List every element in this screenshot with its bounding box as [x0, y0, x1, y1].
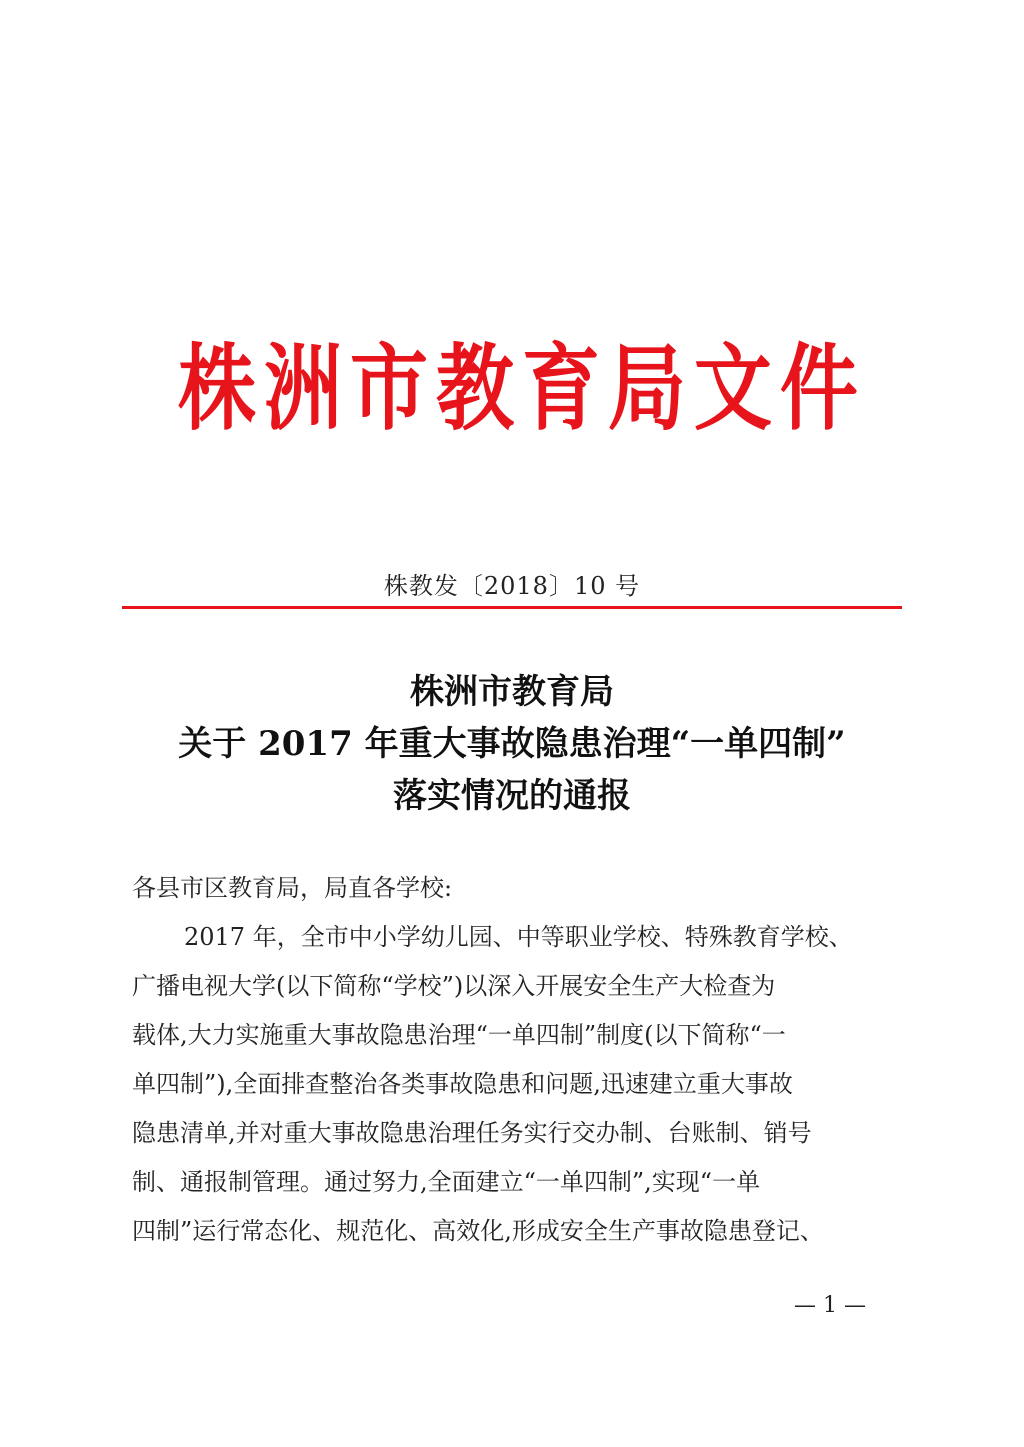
body-line: 隐患清单,并对重大事故隐患治理任务实行交办制、台账制、销号: [132, 1119, 812, 1147]
masthead-char: 育: [521, 336, 600, 444]
body-line: 单四制”),全面排查整治各类事故隐患和问题,迅速建立重大事故: [132, 1070, 793, 1098]
document-masthead: [178, 335, 858, 445]
body-line: 制、通报制管理。通过努力,全面建立“一单四制”,实现“一单: [132, 1168, 761, 1196]
masthead-char: 市: [349, 336, 428, 444]
salutation: 各县市区教育局，局直各学校:: [132, 874, 453, 902]
body-line: 四制”运行常态化、规范化、高效化,形成安全生产事故隐患登记、: [132, 1217, 824, 1245]
masthead-char: 局: [607, 336, 686, 444]
document-body: [132, 864, 892, 1256]
masthead-char: 文: [693, 336, 772, 444]
document-title: [0, 666, 1024, 822]
body-line: 载体,大力实施重大事故隐患治理“一单四制”制度(以下简称“一: [132, 1021, 786, 1049]
red-divider-line: [122, 606, 902, 609]
page-number: — 1 —: [794, 1293, 866, 1318]
title-line: 株洲市教育局: [410, 672, 614, 712]
title-line: 关于 2017 年重大事故隐患治理“一单四制”: [178, 724, 846, 764]
body-line: 2017 年，全市中小学幼儿园、中等职业学校、特殊教育学校、: [184, 923, 853, 951]
masthead-char: 洲: [263, 336, 342, 444]
document-number: 株教发〔2018〕10 号: [383, 572, 641, 600]
masthead-char: 株: [178, 336, 257, 444]
title-line: 落实情况的通报: [393, 776, 631, 816]
masthead-char: 件: [779, 336, 858, 444]
masthead-char: 教: [435, 336, 514, 444]
body-line: 广播电视大学(以下简称“学校”)以深入开展安全生产大检查为: [132, 972, 776, 1000]
